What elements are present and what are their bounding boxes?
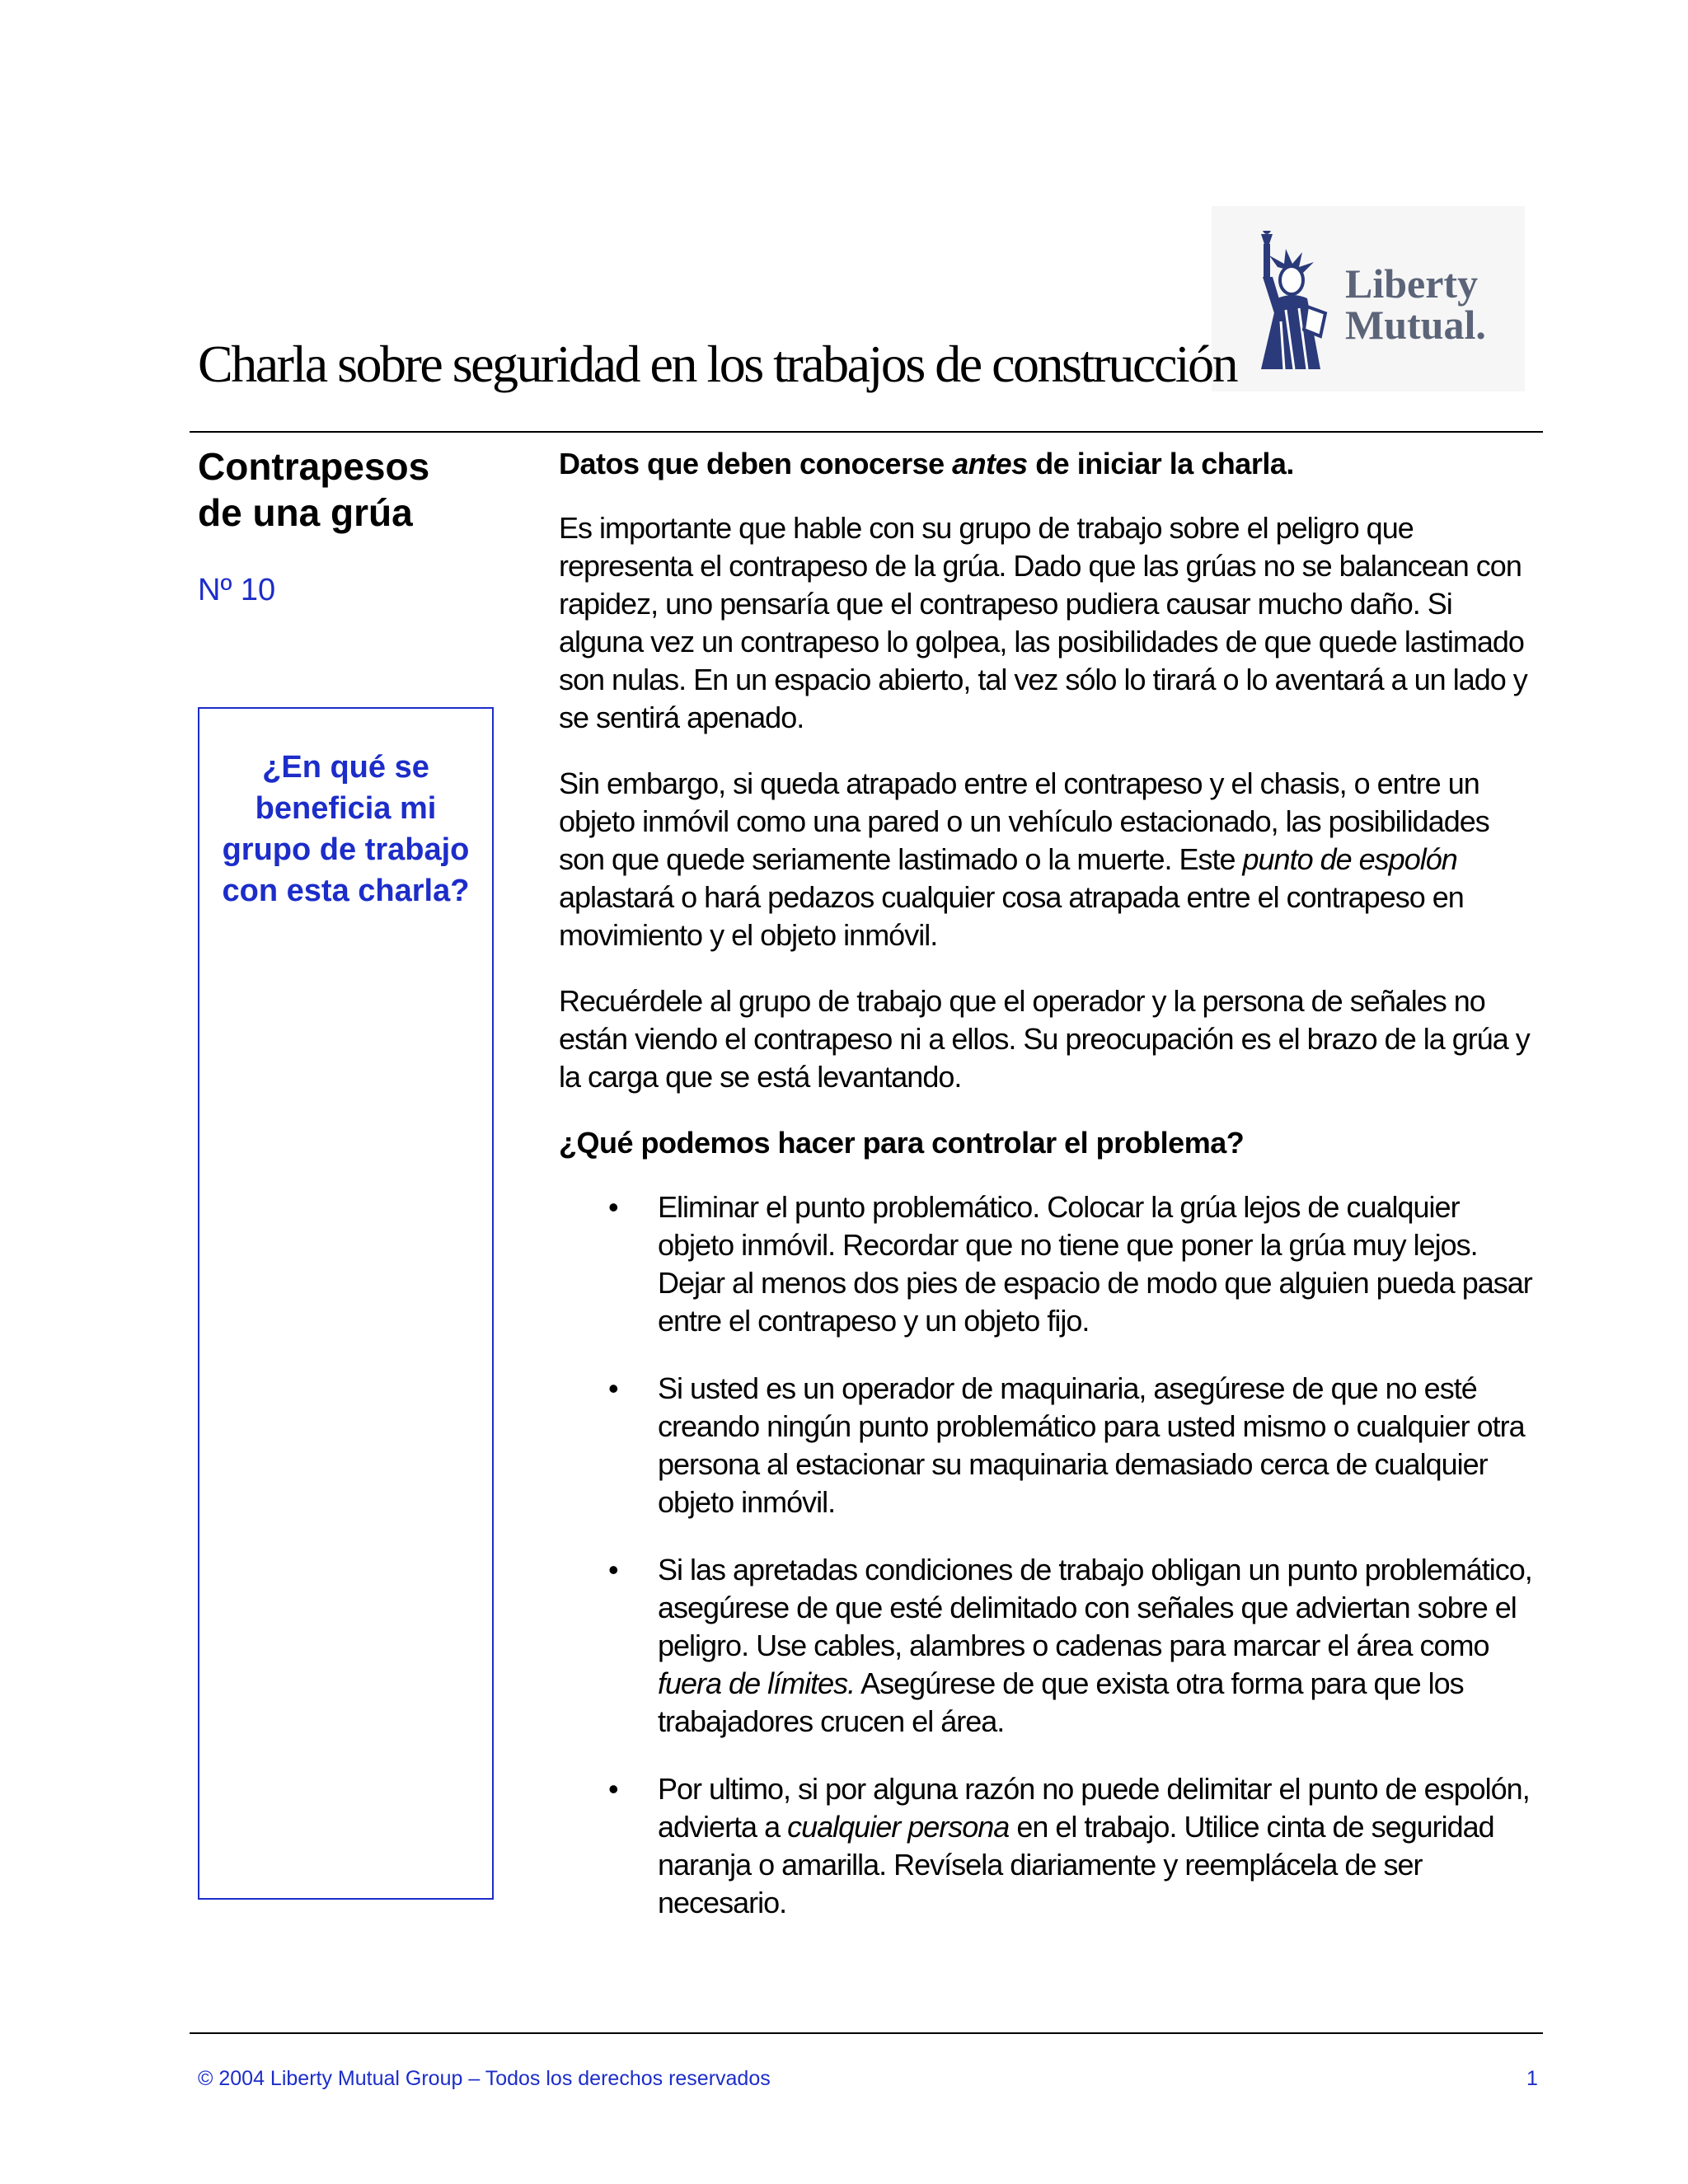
footer-copyright: © 2004 Liberty Mutual Group – Todos los derechos reservados xyxy=(198,2067,771,2090)
list-item-emphasis: fuera de límites. xyxy=(658,1666,856,1700)
benefit-callout-box xyxy=(198,707,494,1900)
talk-number: Nº 10 xyxy=(198,573,276,607)
logo-liberty-text: Liberty xyxy=(1345,260,1479,307)
page-title: Charla sobre seguridad en los trabajos de construcción xyxy=(198,335,1237,393)
topic-title-line2: de una grúa xyxy=(198,491,413,534)
paragraph-1: Es importante que hable con su grupo de trabajo sobre el peligro que representa el contrapeso de la grúa. Dado que las grúas no se balancean con rapidez, uno pensaría que el contrapeso pudiera causar mucho daño. Si alguna vez un contrapeso lo golpea, las posibilidades de que quede lastimado son nulas. En un espacio abierto, tal vez sólo lo tirará o lo aventará a un lado y se sentirá apenado. xyxy=(559,511,1527,734)
list-item-text: Si usted es un operador de maquinaria, asegúrese de que no esté creando ningún punto problemático para usted mismo o cualquier otra persona al estacionar su maquinaria demasiado cerca de cualquier objeto inmóvil. xyxy=(658,1371,1525,1519)
benefit-callout-text: ¿En qué se beneficia mi grupo de trabajo con esta charla? xyxy=(222,750,470,908)
topic-title-line1: Contrapesos xyxy=(198,445,430,488)
list-item-text: en el trabajo. Utilice cinta de seguridad naranja o amarilla. Revísela diariamente y reemplácela de ser necesario. xyxy=(658,1810,1494,1919)
section-heading-control: ¿Qué podemos hacer para controlar el problema? xyxy=(559,1126,1245,1160)
bullet-icon: • xyxy=(608,1553,618,1586)
heading-emphasis: antes xyxy=(952,447,1028,480)
paragraph-2 xyxy=(559,765,1540,954)
list-item-text: Asegúrese de que exista otra forma para que los trabajadores crucen el área. xyxy=(658,1666,1464,1738)
list-item xyxy=(559,1770,1540,1922)
main-content xyxy=(559,445,1540,1952)
paragraph-3: Recuérdele al grupo de trabajo que el operador y la persona de señales no están viendo el contrapeso ni a ellos. Su preocupación es el brazo de la grúa y la carga que se está levantando. xyxy=(559,984,1530,1094)
logo-mutual-text: Mutual. xyxy=(1345,302,1486,348)
section-heading-facts xyxy=(559,445,1540,483)
heading-text: de iniciar la charla. xyxy=(1027,447,1294,480)
bullet-icon: • xyxy=(608,1190,618,1224)
statue-of-liberty-icon xyxy=(1245,231,1343,371)
list-item xyxy=(559,1551,1540,1741)
list-item xyxy=(559,1188,1540,1340)
footer-divider xyxy=(190,2032,1543,2034)
paragraph-text: aplastará o hará pedazos cualquier cosa atrapada entre el contrapeso en movimiento y el objeto inmóvil. xyxy=(559,880,1464,952)
page-number: 1 xyxy=(1526,2067,1538,2090)
topic-title xyxy=(198,443,511,536)
list-item-text: Por ultimo, si por alguna razón no puede delimitar el punto de espolón, advierta a xyxy=(658,1772,1530,1844)
bullet-icon: • xyxy=(608,1371,618,1405)
list-item-text: Eliminar el punto problemático. Colocar la grúa lejos de cualquier objeto inmóvil. Recordar que no tiene que poner la grúa muy lejos. Dejar al menos dos pies de espacio de modo que alguien pueda pasar entre el contrapeso y un objeto fijo. xyxy=(658,1190,1532,1338)
list-item-text: Si las apretadas condiciones de trabajo obligan un punto problemático, asegúrese de que esté delimitado con señales que adviertan sobre el peligro. Use cables, alambres o cadenas para marcar el área como xyxy=(658,1553,1532,1662)
list-item-emphasis: cualquier persona xyxy=(787,1810,1010,1844)
liberty-mutual-logo xyxy=(1212,206,1525,391)
paragraph-text: Sin embargo, si queda atrapado entre el contrapeso y el chasis, o entre un objeto inmóvil como una pared o un vehículo estacionado, las posibilidades son que quede seriamente lastimado o la muerte. Este xyxy=(559,766,1489,876)
header-divider xyxy=(190,431,1543,433)
control-list xyxy=(559,1188,1540,1922)
list-item xyxy=(559,1370,1540,1521)
bullet-icon: • xyxy=(608,1772,618,1806)
heading-text: Datos que deben conocerse xyxy=(559,447,953,480)
paragraph-emphasis: punto de espolón xyxy=(1242,842,1457,876)
